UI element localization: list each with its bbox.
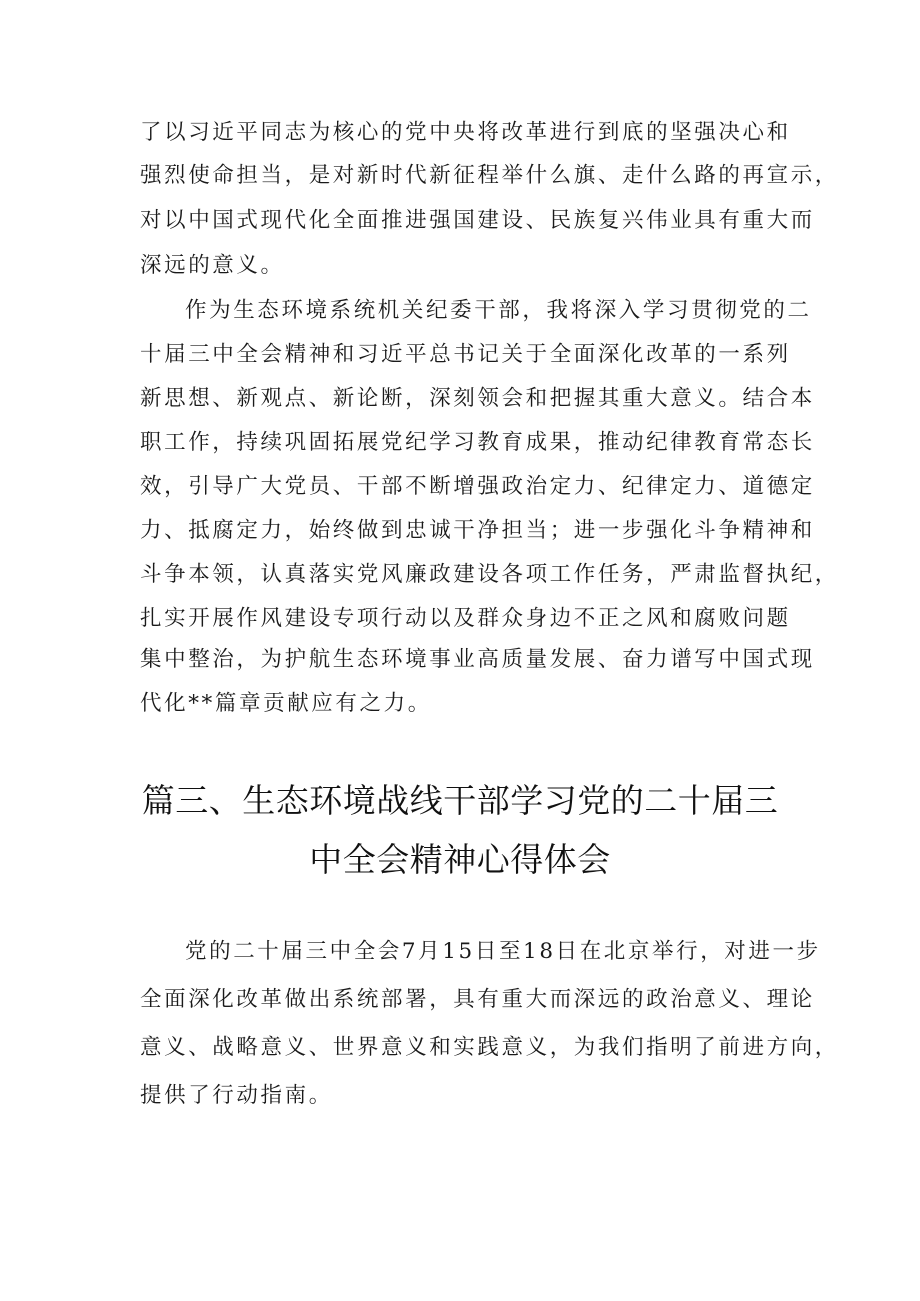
paragraph-line: 效，引导广大党员、干部不断增强政治定力、纪律定力、道德定 [140,474,815,499]
paragraph-line: 职工作，持续巩固拓展党纪学习教育成果，推动纪律教育常态长 [140,430,815,455]
section-heading-line: 篇三、生态环境战线干部学习党的二十届三 [141,781,779,820]
paragraph-line: 提供了行动指南。 [140,1083,333,1108]
paragraph-line: 强烈使命担当，是对新时代新征程举什么旗、走什么路的再宣示， [140,163,839,188]
paragraph-line: 意义、战略意义、世界意义和实践意义，为我们指明了前进方向， [140,1035,839,1060]
paragraph-line: 全面深化改革做出系统部署，具有重大而深远的政治意义、理论 [140,987,815,1012]
paragraph-line: 斗争本领，认真落实党风廉政建设各项工作任务，严肃监督执纪， [140,562,839,587]
paragraph-line: 力、抵腐定力，始终做到忠诚干净担当；进一步强化斗争精神和 [140,518,815,543]
paragraph-line: 新思想、新观点、新论断，深刻领会和把握其重大意义。结合本 [140,386,815,411]
paragraph-line: 扎实开展作风建设专项行动以及群众身边不正之风和腐败问题 [140,606,791,631]
paragraph-line: 了以习近平同志为核心的党中央将改革进行到底的坚强决心和 [140,120,791,145]
section-heading-line: 中全会精神心得体会 [309,840,611,879]
paragraph-line: 代化**篇章贡献应有之力。 [140,691,432,716]
paragraph-line: 作为生态环境系统机关纪委干部，我将深入学习贯彻党的二 [185,298,812,323]
paragraph-line: 对以中国式现代化全面推进强国建设、民族复兴伟业具有重大而 [140,208,815,233]
paragraph-line: 集中整治，为护航生态环境事业高质量发展、奋力谱写中国式现 [140,647,815,672]
paragraph-line: 党的二十届三中全会7月15日至18日在北京举行，对进一步 [185,939,821,964]
paragraph-line: 十届三中全会精神和习近平总书记关于全面深化改革的一系列 [140,342,791,367]
paragraph-line: 深远的意义。 [140,253,285,278]
